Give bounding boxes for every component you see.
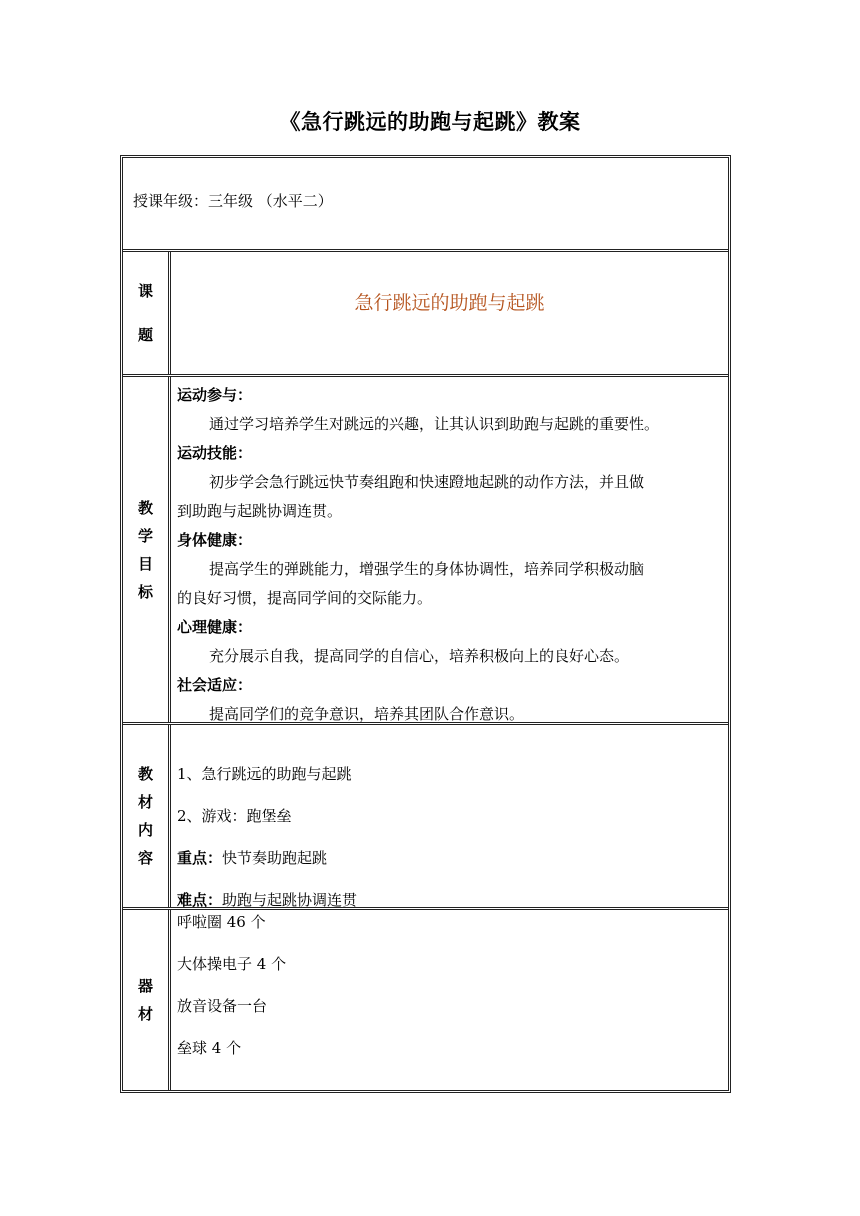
physical-text-1: 提高学生的弹跳能力，增强学生的身体协调性，培养同学积极动脑 bbox=[209, 560, 645, 578]
skills-text-1: 初步学会急行跳远快节奏组跑和快速蹬地起跳的动作方法，并且做 bbox=[209, 473, 645, 491]
content-item-2: 2、游戏：跑堡垒 bbox=[177, 807, 292, 825]
topic-title: 急行跳远的助跑与起跳 bbox=[354, 292, 545, 314]
document-title: 《急行跳远的助跑与起跳》教案 bbox=[279, 110, 581, 134]
equipment-item: 大体操电子 4 个 bbox=[177, 955, 287, 973]
participation-heading: 运动参与： bbox=[177, 386, 253, 404]
equipment-row bbox=[123, 910, 728, 1090]
difficulty-label: 难点： bbox=[177, 891, 223, 909]
difficulty-text: 助跑与起跳协调连贯 bbox=[222, 891, 358, 909]
objectives-label: 教 学 目 标 bbox=[123, 377, 171, 722]
key-point-label: 重点： bbox=[177, 849, 223, 867]
content-label: 教 材 内 容 bbox=[123, 725, 171, 907]
key-point bbox=[177, 837, 722, 879]
equipment-item: 放音设备一台 bbox=[177, 997, 268, 1015]
equipment-list bbox=[177, 901, 722, 1069]
content-list bbox=[177, 753, 722, 921]
objectives-list bbox=[177, 381, 722, 729]
topic-row bbox=[123, 252, 728, 377]
skills-text-2: 到助跑与起跳协调连贯。 bbox=[177, 502, 343, 520]
equipment-label: 器 材 bbox=[123, 910, 171, 1090]
key-point-text: 快节奏助跑起跳 bbox=[222, 849, 328, 867]
mental-heading: 心理健康： bbox=[177, 618, 253, 636]
equipment-item: 呼啦圈 46 个 bbox=[177, 913, 266, 931]
participation-text: 通过学习培养学生对跳远的兴趣，让其认识到助跑与起跳的重要性。 bbox=[209, 415, 660, 433]
content-row bbox=[123, 725, 728, 910]
social-text: 提高同学们的竞争意识，培养其团队合作意识。 bbox=[209, 705, 525, 723]
physical-text-2: 的良好习惯，提高同学间的交际能力。 bbox=[177, 589, 433, 607]
content-item-1: 1、急行跳远的助跑与起跳 bbox=[177, 765, 352, 783]
mental-text: 充分展示自我，提高同学的自信心，培养积极向上的良好心态。 bbox=[209, 647, 630, 665]
objectives-row bbox=[123, 377, 728, 725]
social-heading: 社会适应： bbox=[177, 676, 253, 694]
lesson-plan-table bbox=[120, 155, 731, 1093]
physical-heading: 身体健康： bbox=[177, 531, 253, 549]
grade-row bbox=[123, 158, 728, 252]
grade-text: 授课年级：三年级 （水平二） bbox=[133, 192, 333, 210]
skills-heading: 运动技能： bbox=[177, 444, 253, 462]
equipment-item: 垒球 4 个 bbox=[177, 1039, 242, 1057]
topic-label: 课 题 bbox=[123, 252, 171, 374]
